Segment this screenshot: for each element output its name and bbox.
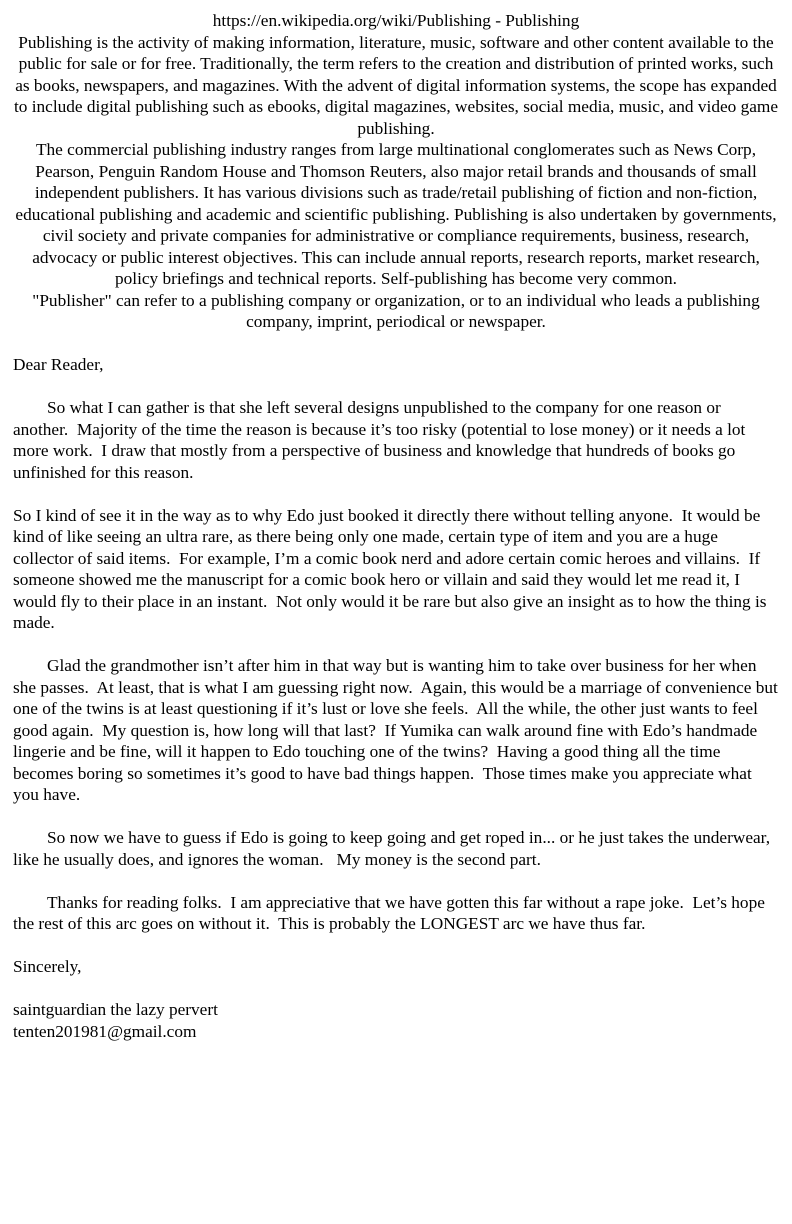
letter-paragraph-edo-booked: So I kind of see it in the way as to why Edo just booked it directly there without telling anyone. It would be kind of like seeing an ultra rare, as there being only one made, certain type of item and you are a huge collector of said items. For example, I’m a comic book nerd and adore certain comic heroes and villains. If someone showed me the manuscript for a comic book hero or villain and said they would let me read it, I would fly to their place in an instant. Not only would it be rare but also give an insight as to how the thing is made.	[13, 505, 771, 632]
letter-paragraph-thanks: Thanks for reading folks. I am appreciative that we have gotten this far without a rape joke. Let’s hope the rest of this arc goes on without it. This is probably the LONGEST arc we have thus far.	[13, 892, 770, 933]
letter-paragraph-designs-unpublished: So what I can gather is that she left several designs unpublished to the company for one reason or another. Majority of the time the reason is because it’s too risky (potential to lose money) or it needs a lot more work. I draw that mostly from a perspective of business and knowledge that hundreds of books go unfinished for this reason.	[13, 398, 750, 482]
reader-letter	[13, 354, 783, 1042]
signature-name: saintguardian the lazy pervert	[13, 1000, 218, 1019]
letter-paragraph-guess: So now we have to guess if Edo is going to keep going and get roped in... or he just takes the underwear, like he usually does, and ignores the woman. My money is the second part.	[13, 828, 775, 869]
publishing-industry-paragraph: The commercial publishing industry ranges from large multinational conglomerates such as News Corp, Pearson, Penguin Random House and Thomson Reuters, also major retail brands and thousands of small independent publishers. It has various divisions such as trade/retail publishing of fiction and non-fiction, educational publishing and academic and scientific publishing. Publishing is also undertaken by governments, civil society and private companies for administrative or compliance requirements, business, research, advocacy or public interest objectives. This can include annual reports, research reports, market research, policy briefings and technical reports. Self-publishing has become very common.	[15, 140, 781, 288]
wikipedia-excerpt-block	[13, 10, 783, 333]
source-url-line: https://en.wikipedia.org/wiki/Publishing - Publishing	[212, 11, 580, 30]
publishing-definition-paragraph: Publishing is the activity of making information, literature, music, software and other content available to the public for sale or for free. Traditionally, the term refers to the creation and distribution of printed works, such as books, newspapers, and magazines. With the advent of digital information systems, the scope has expanded to include digital publishing such as ebooks, digital magazines, websites, social media, music, and video game publishing.	[13, 32, 783, 138]
letter-paragraph-grandmother: Glad the grandmother isn’t after him in that way but is wanting him to take over business for her when she passes. At least, that is what I am guessing right now. Again, this would be a marriage of convenience but one of the twins is at least questioning if it’s lust or love she feels. All the while, the other just wants to feel good again. My question is, how long will that last? If Yumika can walk around fine with Edo’s handmade lingerie and be fine, will it happen to Edo touching one of the twins? Having a good thing all the time becomes boring so sometimes it’s good to have bad things happen. Those times make you appreciate what you have.	[13, 656, 783, 804]
salutation: Dear Reader,	[13, 355, 104, 374]
publisher-definition-paragraph: "Publisher" can refer to a publishing company or organization, or to an individual who leads a publishing company, imprint, periodical or newspaper.	[32, 290, 765, 331]
closing: Sincerely,	[13, 957, 82, 976]
signature-email: tenten201981@gmail.com	[13, 1021, 197, 1041]
signature-block	[13, 999, 779, 1042]
